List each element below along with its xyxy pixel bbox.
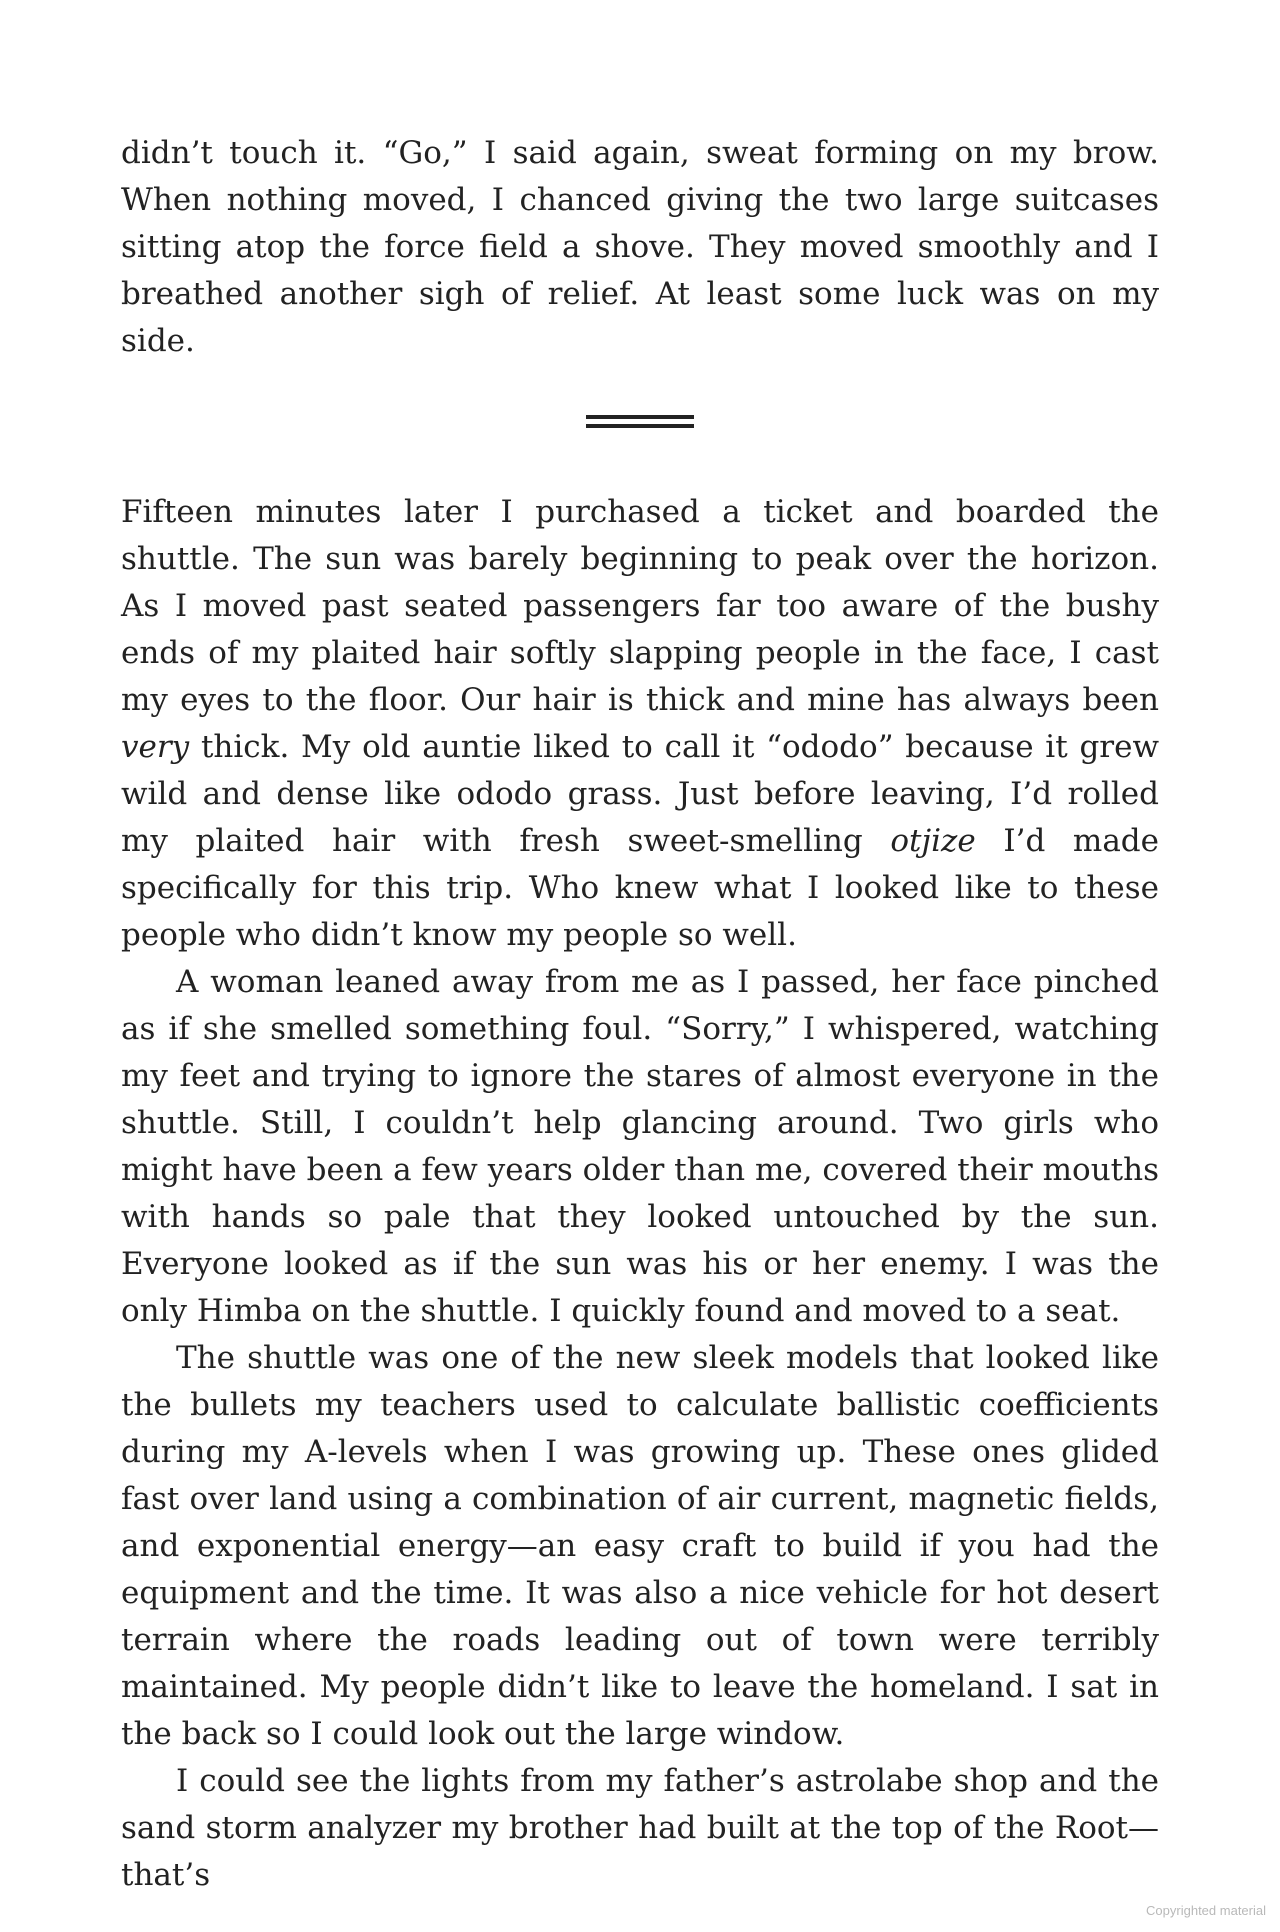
scene-break-divider (586, 413, 694, 429)
text-segment: I could see the lights from my father’s astrolabe shop and the sand storm analyzer my brother had built at the top of the Root—that’s (121, 1763, 1159, 1893)
paragraph-1 (121, 130, 1159, 365)
italic-text-segment: otjize (890, 823, 976, 859)
paragraph-2 (121, 489, 1159, 959)
scene-break-line-top (586, 415, 694, 419)
text-segment: A woman leaned away from me as I passed, her face pinched as if she smelled something foul. “Sorry,” I whispered, watching my feet and trying to ignore the stares of almost everyone in the shuttle. Still, I couldn’t help glancing around. Two girls who might have been a few years older than me, covered their mouths with hands so pale that they looked untouched by the sun. Everyone looked as if the sun was his or her enemy. I was the only Himba on the shuttle. I quickly found and moved to a seat. (121, 964, 1159, 1329)
book-page (121, 130, 1159, 1899)
text-segment: Fifteen minutes later I purchased a ticket and boarded the shuttle. The sun was barely beginning to peak over the horizon. As I moved past seated passengers far too aware of the bushy ends of my plaited hair softly slapping people in the face, I cast my eyes to the floor. Our hair is thick and mine has always been (121, 494, 1159, 718)
text-segment: I’d made specifically for this trip. Who knew what I looked like to these people who didn’t know my people so well. (121, 823, 1159, 953)
paragraph-3 (121, 959, 1159, 1335)
copyright-watermark: Copyrighted material (1146, 1903, 1266, 1918)
text-segment: didn’t touch it. “Go,” I said again, sweat forming on my brow. When nothing moved, I chanced giving the two large suitcases sitting atop the force field a shove. They moved smoothly and I breathed another sigh of relief. At least some luck was on my side. (121, 135, 1159, 359)
paragraph-5 (121, 1758, 1159, 1899)
text-segment: thick. My old auntie liked to call it “ododo” because it grew wild and dense like ododo grass. Just before leaving, I’d rolled my plaited hair with fresh sweet-smelling (121, 729, 1159, 859)
paragraph-4 (121, 1335, 1159, 1758)
italic-text-segment: very (121, 729, 190, 765)
text-segment: The shuttle was one of the new sleek models that looked like the bullets my teachers used to calculate ballistic coefficients during my A-levels when I was growing up. These ones glided fast over land using a combination of air current, magnetic fields, and exponential energy—an easy craft to build if you had the equipment and the time. It was also a nice vehicle for hot desert terrain where the roads leading out of town were terribly maintained. My people didn’t like to leave the homeland. I sat in the back so I could look out the large window. (121, 1340, 1159, 1752)
scene-break-line-bottom (586, 424, 694, 428)
